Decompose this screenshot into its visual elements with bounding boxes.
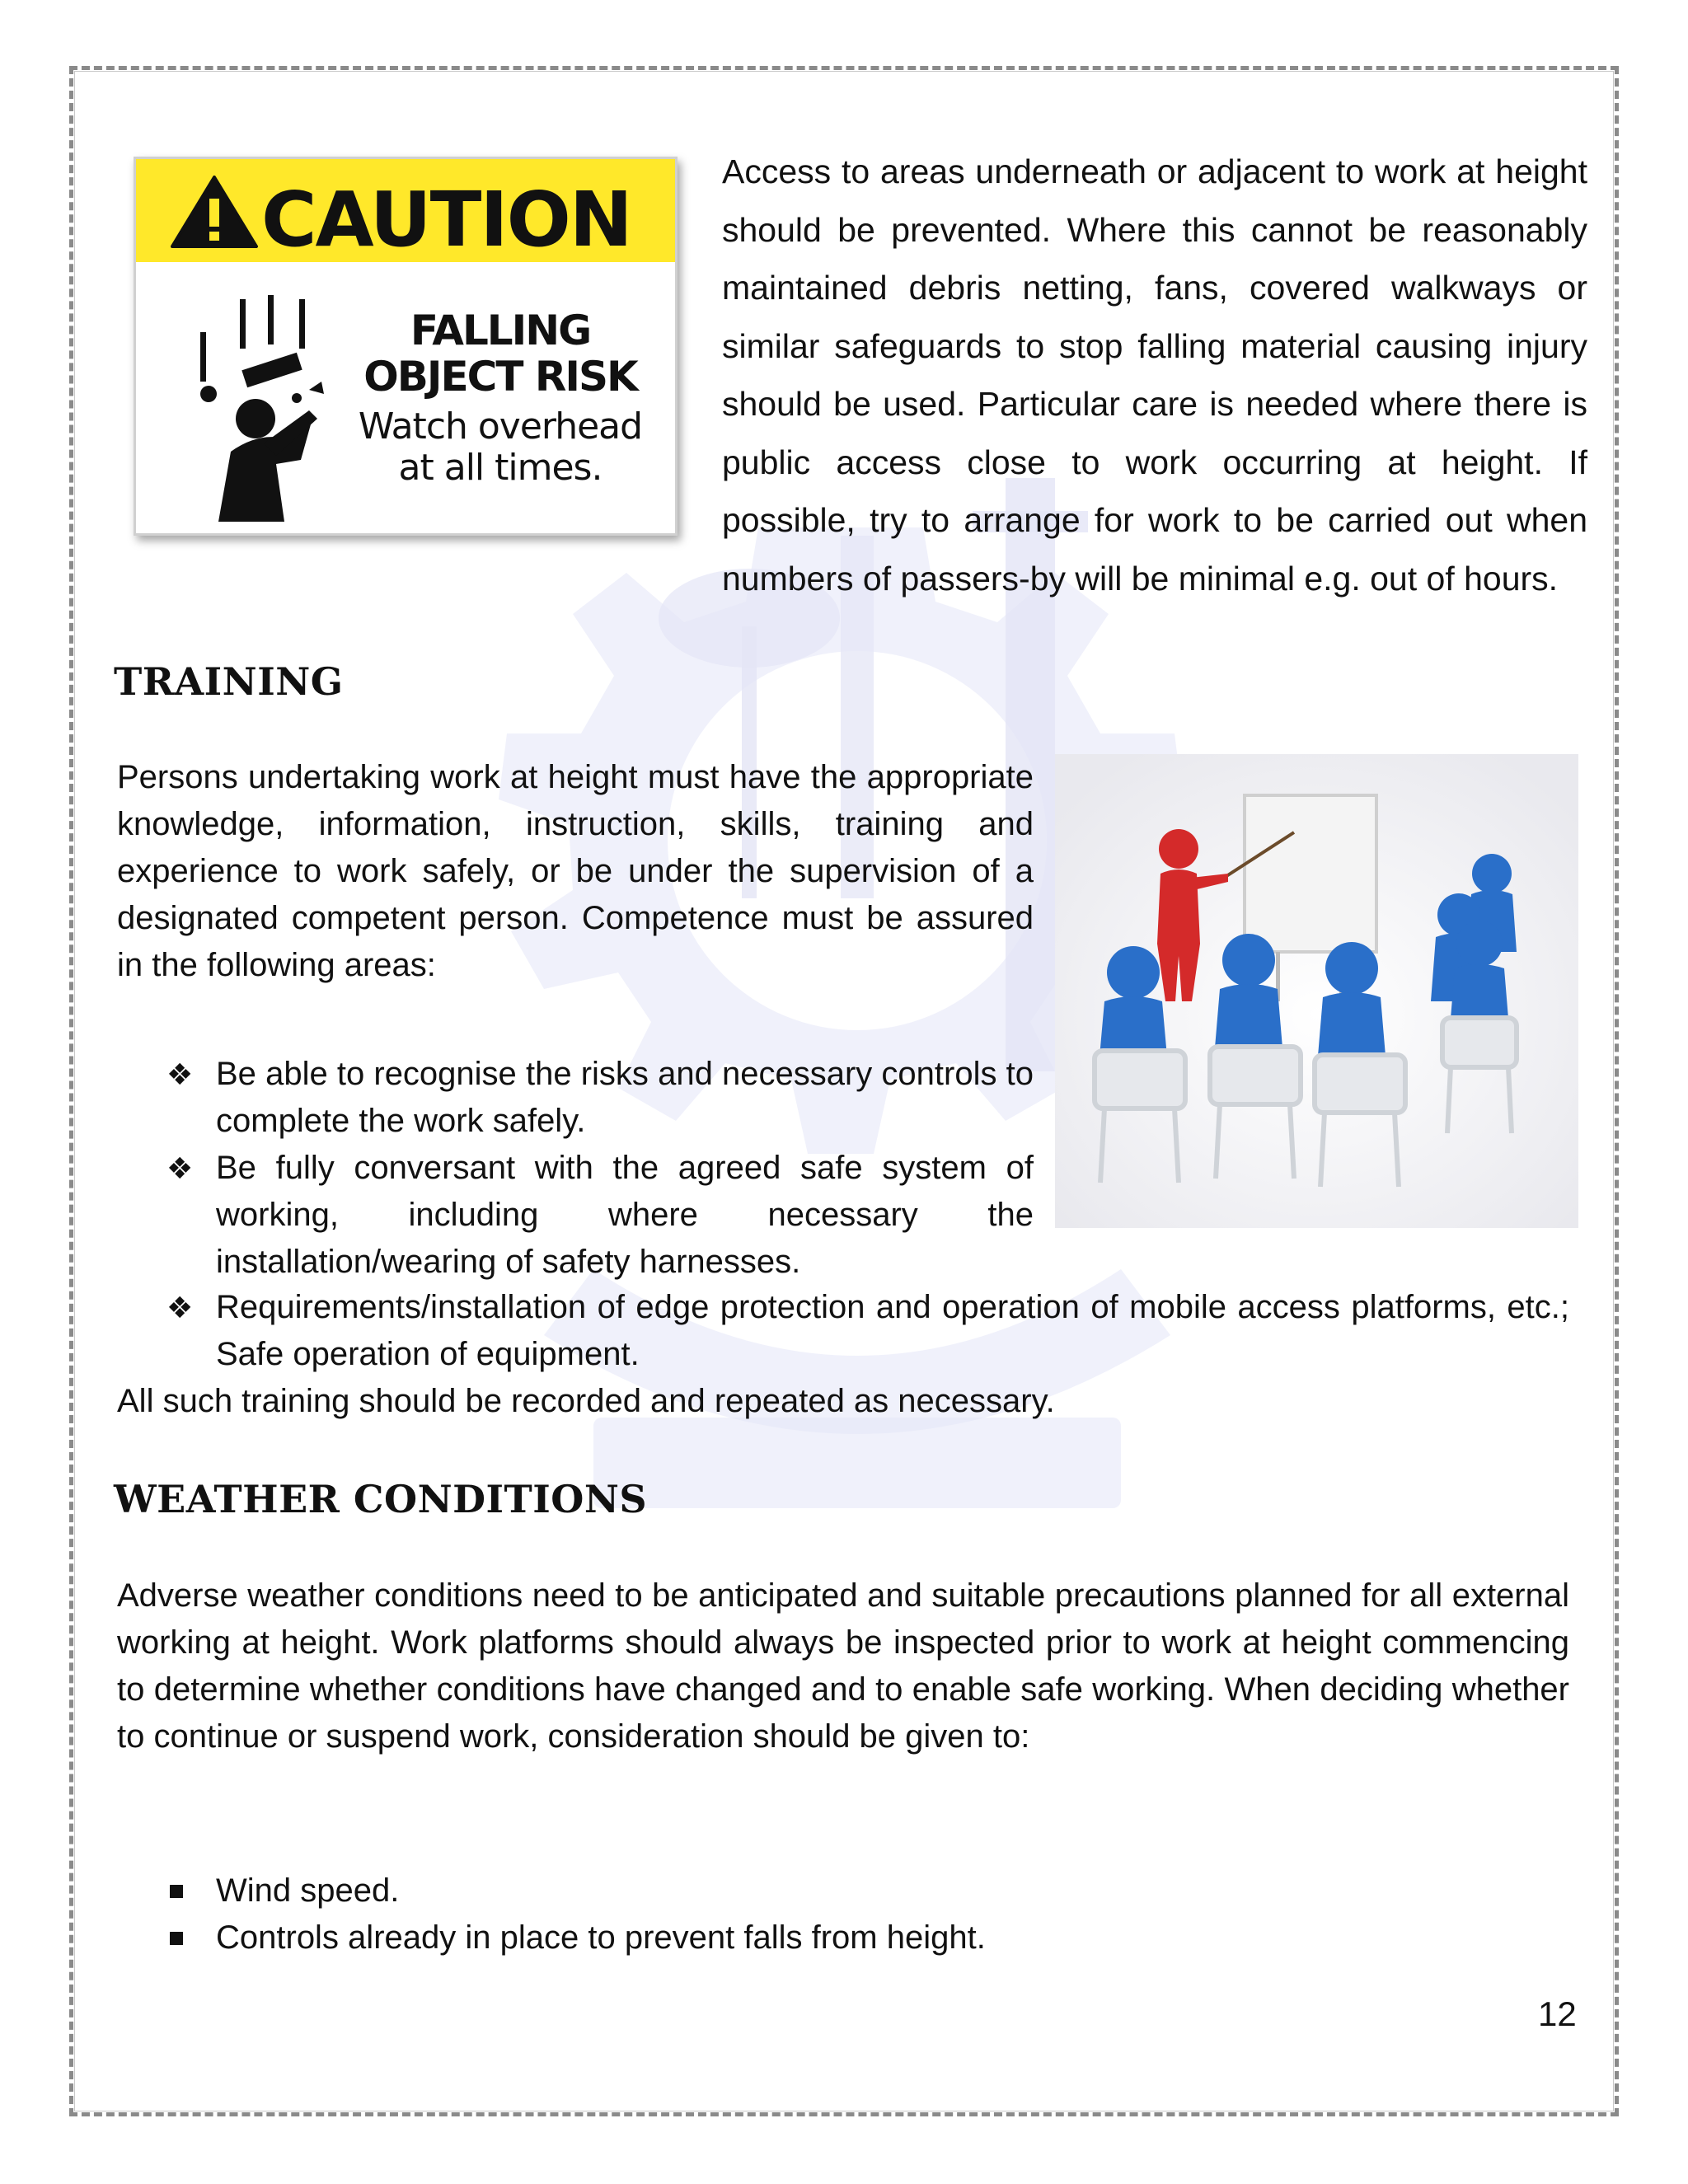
diamond-bullet-icon: ❖ — [166, 1151, 194, 1185]
list-item — [117, 1145, 1034, 1286]
bullet-text: Be fully conversant with the agreed safe system of working, including where necessary the installation/wearing of safety harnesses. — [216, 1150, 1034, 1280]
bullet-text: Requirements/installation of edge protection and operation of mobile access platforms, etc.; Safe operation of equipment. — [216, 1289, 1569, 1372]
list-item — [117, 1915, 1569, 1961]
diamond-bullet-icon: ❖ — [166, 1291, 194, 1324]
intro-text: Access to areas underneath or adjacent to work at height should be prevented. Where this cannot be reasonably maintained debris netting, fans, covered walkways or similar safeguards to stop falling material causing injury should be used. Particular care is needed where there is public access close to work occurring at height. If possible, try to arrange for work to be carried out when numbers of passers-by will be minimal e.g. out of hours. — [722, 152, 1587, 598]
image-spacer — [117, 143, 722, 555]
list-item — [117, 1284, 1569, 1378]
training-bullet-list — [117, 1051, 1034, 1286]
intro-paragraph — [117, 143, 1587, 607]
square-bullet-icon — [170, 1932, 183, 1945]
diamond-bullet-icon: ❖ — [166, 1057, 194, 1091]
section-heading-weather: WEATHER CONDITIONS — [114, 1477, 648, 1521]
weather-bullet-list — [117, 1868, 1569, 1961]
bullet-text: Be able to recognise the risks and necessary controls to complete the work safely. — [216, 1056, 1034, 1139]
page-number: 12 — [1538, 1994, 1577, 2033]
training-bullet-list-wide — [117, 1284, 1569, 1378]
bullet-text: Wind speed. — [216, 1872, 400, 1909]
bullet-text: Controls already in place to prevent falls from height. — [216, 1919, 986, 1956]
caution-title: CAUTION — [261, 176, 631, 264]
training-paragraph: Persons undertaking work at height must have the appropriate knowledge, information, instruction, skills, training and experience to work safely, or be under the supervision of a designated competent person. Competence must be assured in the following areas: — [117, 759, 1034, 983]
caution-subtext: Watch overhead at all times. — [358, 405, 643, 489]
list-item — [117, 1051, 1034, 1145]
training-meeting-image — [1055, 754, 1578, 1228]
training-closing: All such training should be recorded and repeated as necessary. — [117, 1383, 1055, 1419]
list-item — [117, 1868, 1569, 1915]
caution-headline: FALLING OBJECT RISK — [363, 307, 637, 401]
weather-paragraph: Adverse weather conditions need to be anticipated and suitable precautions planned for all external working at height. Work platforms should always be inspected prior to work at height commencing to determine whether conditions have changed and to enable safe working. When deciding whether to continue or suspend work, consideration should be given to: — [117, 1577, 1569, 1755]
section-heading-training: TRAINING — [114, 659, 344, 704]
square-bullet-icon — [170, 1885, 183, 1898]
